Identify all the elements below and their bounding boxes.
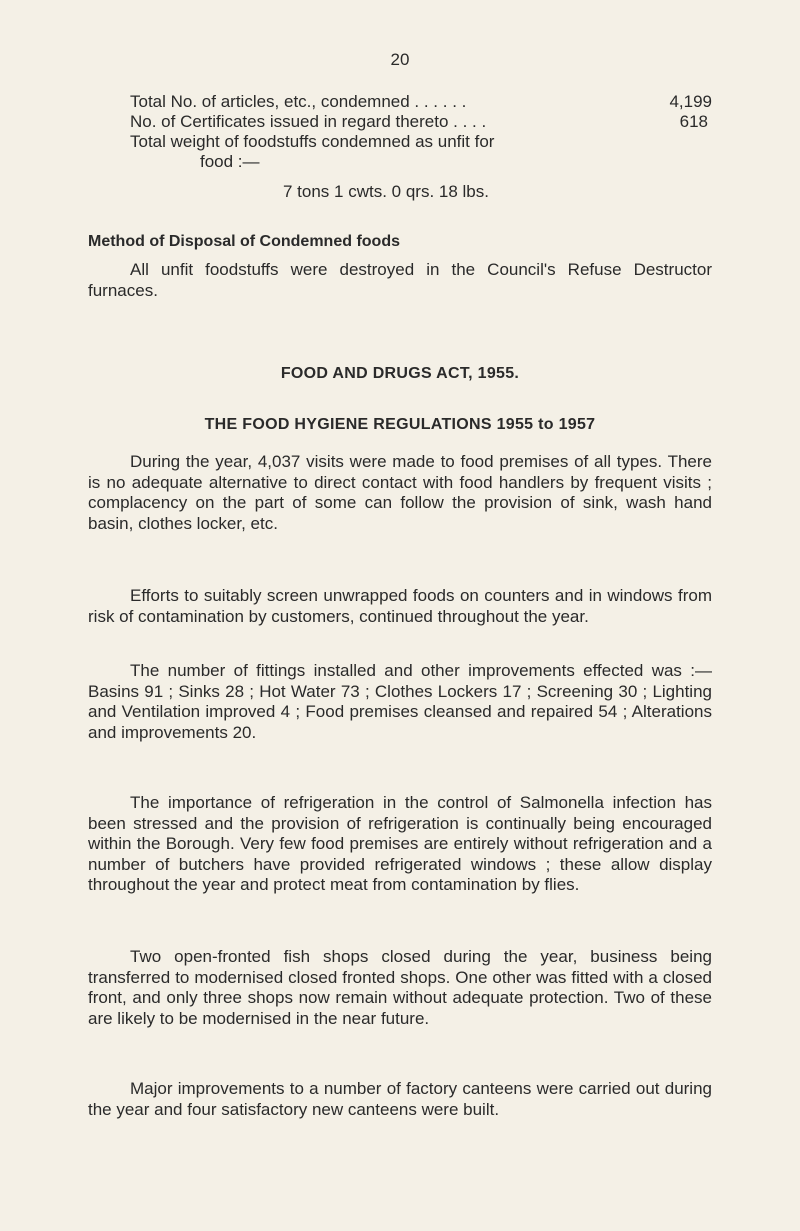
act-heading: FOOD AND DRUGS ACT, 1955. [280, 365, 520, 382]
stat-total-weight-value: 7 tons 1 cwts. 0 qrs. 18 lbs. [283, 182, 489, 201]
disposal-heading: Method of Disposal of Condemned foods [88, 233, 400, 250]
paragraph-visits: During the year, 4,037 visits were made to food premises of all types. There is no adequate alternative to direct contact with food handlers by frequent visits ; complacency on the part of some can follow the provision of sink, wash hand basin, clothes locker, etc. [88, 452, 712, 533]
paragraph-canteens: Major improvements to a number of factory canteens were carried out during the year and four satisfactory new canteens were built. [88, 1079, 712, 1119]
paragraph-fittings: The number of fittings installed and other improvements effected was :—Basins 91 ; Sinks 28 ; Hot Water 73 ; Clothes Lockers 17 ; Screening 30 ; Lighting and Ventilation improved 4 ; Food premises cleansed and repaired 54 ; Alterations and improvements 20. [88, 661, 712, 742]
regulations-heading: THE FOOD HYGIENE REGULATIONS 1955 to 1957 [204, 416, 596, 433]
stat-total-weight-label-cont: food :— [200, 152, 260, 171]
stat-label: Total weight of foodstuffs condemned as unfit for [130, 132, 495, 151]
stat-total-weight-label [130, 132, 650, 152]
page-number: 20 [390, 50, 410, 69]
stat-label: Total No. of articles, etc., condemned . . . . . . [130, 92, 467, 111]
paragraph-refrigeration: The importance of refrigeration in the control of Salmonella infection has been stressed and the provision of refrigeration is continually being encouraged within the Borough. Very few food premises are entirely without refrigeration and a number of butchers have provided refrigerated windows ; these allow display throughout the year and protect meat from contamination by flies. [88, 793, 712, 894]
stat-value: 618 [679, 112, 708, 131]
disposal-paragraph: All unfit foodstuffs were destroyed in the Council's Refuse Destructor furnaces. [88, 260, 712, 300]
condemned-statistics [130, 92, 712, 202]
stat-certificates-issued [130, 112, 712, 132]
stat-label: No. of Certificates issued in regard thereto . . . . [130, 112, 487, 131]
stat-articles-condemned [130, 92, 712, 112]
paragraph-screening: Efforts to suitably screen unwrapped foods on counters and in windows from risk of contamination by customers, continued throughout the year. [88, 586, 712, 626]
paragraph-fish-shops: Two open-fronted fish shops closed during the year, business being transferred to modernised closed fronted shops. One other was fitted with a closed front, and only three shops now remain without adequate protection. Two of these are likely to be modernised in the near future. [88, 947, 712, 1028]
stat-value: 4,199 [669, 92, 712, 111]
